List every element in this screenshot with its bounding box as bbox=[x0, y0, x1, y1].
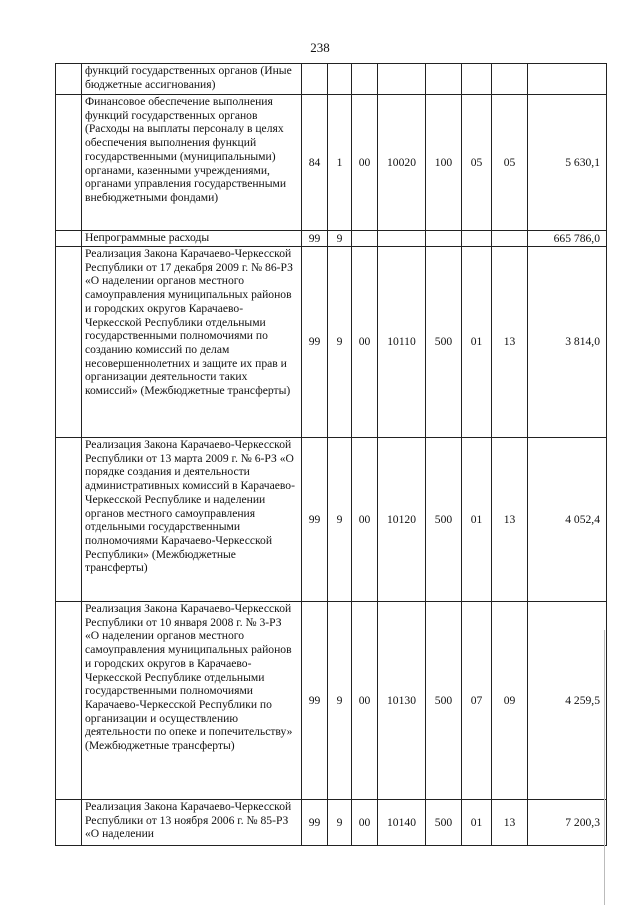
program-code: 99 bbox=[302, 438, 328, 602]
table-row bbox=[56, 95, 607, 231]
amount: 7 200,3 bbox=[528, 800, 607, 846]
event-code bbox=[352, 231, 378, 247]
expense-name: Реализация Закона Карачаево-Черкесской Республики от 13 марта 2009 г. № 6-РЗ «О порядке создания и деятельности административных комиссий в Карачаево-Черкесской Республике и наделении органов местного самоуправления отдельными государственными полномочиями Карачаево-Черкесской Республики» (Межбюджетные трансферты) bbox=[82, 438, 302, 602]
row-index-cell bbox=[56, 602, 82, 800]
table-row bbox=[56, 247, 607, 438]
expense-type-code: 100 bbox=[426, 95, 462, 231]
direction-code bbox=[378, 64, 426, 95]
section-code bbox=[462, 231, 492, 247]
program-code: 84 bbox=[302, 95, 328, 231]
budget-table bbox=[55, 63, 607, 846]
expense-type-code: 500 bbox=[426, 800, 462, 846]
event-code: 00 bbox=[352, 438, 378, 602]
table-row bbox=[56, 602, 607, 800]
subsection-code: 13 bbox=[492, 247, 528, 438]
expense-name: Реализация Закона Карачаево-Черкесской Республики от 10 января 2008 г. № 3-РЗ «О наделении органов местного самоуправления муниципальных районов и городских округов в Карачаево-Черкесской Республике отдельными государственными полномочиями Карачаево-Черкесской Республики по организации и осуществлению деятельности по опеке и попечительству» (Межбюджетные трансферты) bbox=[82, 602, 302, 800]
event-code bbox=[352, 64, 378, 95]
table-row bbox=[56, 231, 607, 247]
subsection-code: 13 bbox=[492, 438, 528, 602]
expense-name: Финансовое обеспечение выполнения функций государственных органов (Расходы на выплаты персоналу в целях обеспечения выполнения функций государственными (муниципальными) органами, казенными учреждениями, органами управления государственными внебюджетными фондами) bbox=[82, 95, 302, 231]
section-code: 01 bbox=[462, 438, 492, 602]
expense-name: функций государственных органов (Иные бюджетные ассигнования) bbox=[82, 64, 302, 95]
table-row bbox=[56, 438, 607, 602]
expense-name: Реализация Закона Карачаево-Черкесской Республики от 17 декабря 2009 г. № 86-РЗ «О наделении органов местного самоуправления муниципальных районов и городских округов Карачаево-Черкесской Республики отдельными государственными полномочиями по созданию комиссий по делам несовершеннолетних и защите их прав и организации деятельности таких комиссий» (Межбюджетные трансферты) bbox=[82, 247, 302, 438]
section-code: 05 bbox=[462, 95, 492, 231]
program-code: 99 bbox=[302, 602, 328, 800]
amount: 3 814,0 bbox=[528, 247, 607, 438]
subprogram-code: 9 bbox=[328, 438, 352, 602]
section-code: 01 bbox=[462, 800, 492, 846]
table-row bbox=[56, 800, 607, 846]
scan-edge-line bbox=[604, 630, 605, 905]
row-index-cell bbox=[56, 64, 82, 95]
expense-type-code bbox=[426, 64, 462, 95]
program-code: 99 bbox=[302, 247, 328, 438]
row-index-cell bbox=[56, 247, 82, 438]
subsection-code bbox=[492, 64, 528, 95]
event-code: 00 bbox=[352, 602, 378, 800]
amount: 4 052,4 bbox=[528, 438, 607, 602]
program-code: 99 bbox=[302, 800, 328, 846]
subprogram-code: 9 bbox=[328, 602, 352, 800]
budget-table-body bbox=[56, 64, 607, 846]
program-code: 99 bbox=[302, 231, 328, 247]
amount bbox=[528, 64, 607, 95]
subsection-code bbox=[492, 231, 528, 247]
direction-code bbox=[378, 231, 426, 247]
event-code: 00 bbox=[352, 95, 378, 231]
subprogram-code: 1 bbox=[328, 95, 352, 231]
expense-type-code: 500 bbox=[426, 247, 462, 438]
amount: 4 259,5 bbox=[528, 602, 607, 800]
expense-type-code: 500 bbox=[426, 602, 462, 800]
section-code bbox=[462, 64, 492, 95]
row-index-cell bbox=[56, 438, 82, 602]
page-number: 238 bbox=[310, 40, 330, 55]
subsection-code: 09 bbox=[492, 602, 528, 800]
expense-name: Реализация Закона Карачаево-Черкесской Республики от 13 ноября 2006 г. № 85-РЗ «О наделении bbox=[82, 800, 302, 846]
row-index-cell bbox=[56, 800, 82, 846]
row-index-cell bbox=[56, 95, 82, 231]
subprogram-code bbox=[328, 64, 352, 95]
section-code: 07 bbox=[462, 602, 492, 800]
expense-type-code: 500 bbox=[426, 438, 462, 602]
direction-code: 10020 bbox=[378, 95, 426, 231]
direction-code: 10130 bbox=[378, 602, 426, 800]
direction-code: 10120 bbox=[378, 438, 426, 602]
subsection-code: 13 bbox=[492, 800, 528, 846]
subprogram-code: 9 bbox=[328, 231, 352, 247]
event-code: 00 bbox=[352, 247, 378, 438]
direction-code: 10110 bbox=[378, 247, 426, 438]
expense-name: Непрограммные расходы bbox=[82, 231, 302, 247]
row-index-cell bbox=[56, 231, 82, 247]
event-code: 00 bbox=[352, 800, 378, 846]
table-row bbox=[56, 64, 607, 95]
expense-type-code bbox=[426, 231, 462, 247]
amount: 665 786,0 bbox=[528, 231, 607, 247]
amount: 5 630,1 bbox=[528, 95, 607, 231]
subprogram-code: 9 bbox=[328, 800, 352, 846]
subprogram-code: 9 bbox=[328, 247, 352, 438]
direction-code: 10140 bbox=[378, 800, 426, 846]
program-code bbox=[302, 64, 328, 95]
section-code: 01 bbox=[462, 247, 492, 438]
subsection-code: 05 bbox=[492, 95, 528, 231]
